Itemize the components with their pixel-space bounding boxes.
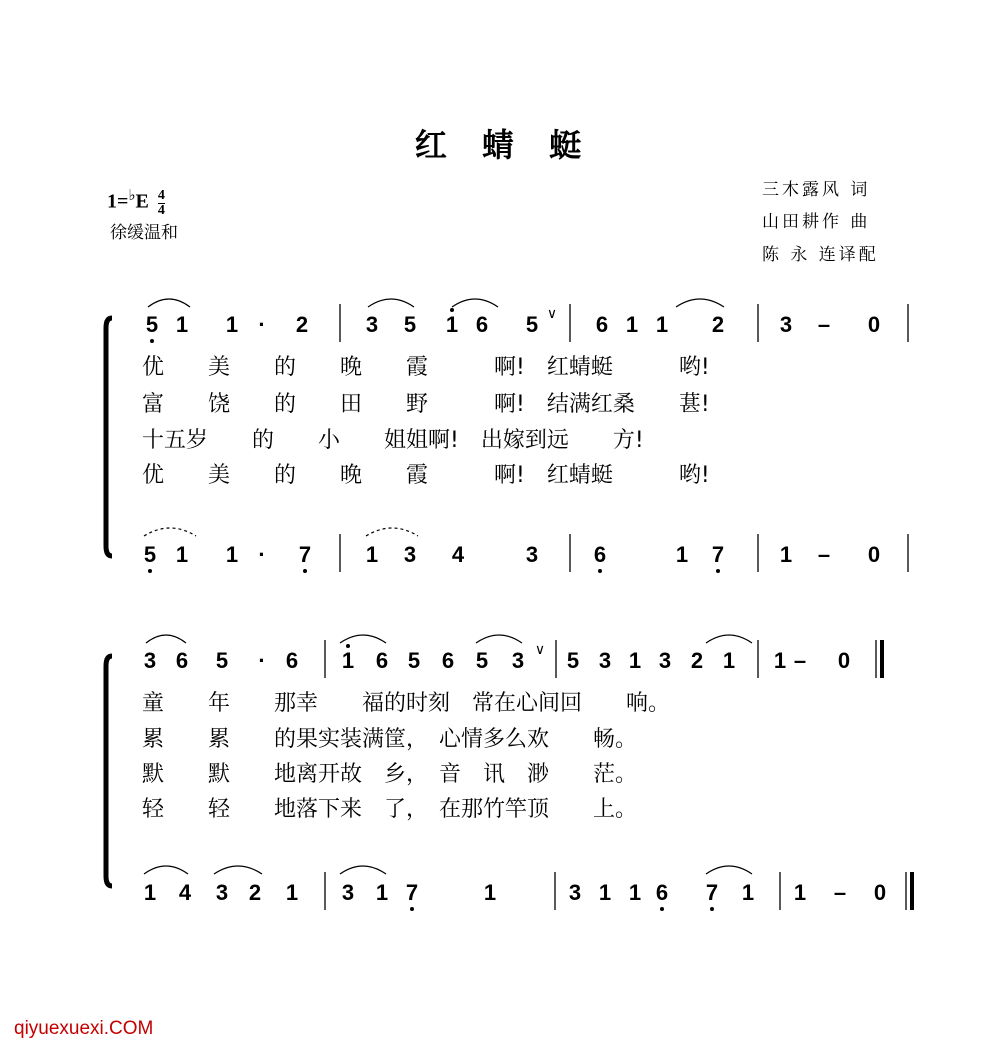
system-1-bass-slur (144, 528, 196, 536)
system-1-melody-note: 6 (595, 312, 609, 337)
system-2-bass-slur (340, 866, 386, 874)
system-1-melody-note: 5 (145, 312, 159, 337)
system-1-bass-note: 5 (143, 542, 157, 567)
system-2-bass-note: 3 (341, 880, 355, 905)
system-1-bass-note: – (817, 542, 831, 567)
system-1-melody-note: 3 (779, 312, 793, 337)
system-1-bass-note: 3 (403, 542, 417, 567)
system-2-bass-note: 1 (741, 880, 755, 905)
system-2-bass-slur (144, 866, 188, 874)
system-1-bass-note: 1 (175, 542, 189, 567)
system-2-melody-slur (340, 635, 386, 643)
key-letter: E (135, 190, 149, 213)
credit-lyricist: 三木露风 词 (762, 180, 871, 200)
system-2-melody-note: 2 (690, 648, 704, 673)
system-1-melody-slur (452, 299, 498, 307)
system-2-bass-note: – (833, 880, 847, 905)
system-2-bass-note: 1 (483, 880, 497, 905)
system-2-bass-slur (214, 866, 262, 874)
system-2-bass-octave-dot-below (410, 907, 414, 911)
system-2-melody-note: 1 (722, 648, 736, 673)
system-1-bass-octave-dot-below (148, 569, 152, 573)
system-2-bass-note: 1 (598, 880, 612, 905)
system-2-melody-note: 3 (658, 648, 672, 673)
system-1-lyric-verse-1: 优 美 的 晚 霞 啊! 红蜻蜓 哟! (142, 355, 710, 380)
system-2-bass-note: 3 (215, 880, 229, 905)
key-prefix: 1= (107, 190, 129, 213)
system-2-melody-note: – (793, 648, 807, 673)
system-2-bass-note: 4 (178, 880, 192, 905)
system-2-melody-slur (146, 635, 186, 643)
system-1-melody-note: 1 (225, 312, 239, 337)
flat-symbol: ♭ (128, 188, 136, 204)
system-2-melody-note: 6 (175, 648, 189, 673)
system-1-melody-slur (368, 299, 414, 307)
system-2-lyric-verse-3: 默 默 地离开故 乡， 音 讯 渺 茫。 (142, 762, 638, 787)
system-2-bass-note: 2 (248, 880, 262, 905)
system-1-bass-note: · (258, 542, 266, 567)
system-2-melody-note: 5 (215, 648, 229, 673)
system-1-bass-note: 6 (593, 542, 607, 567)
system-2-bass-note: 1 (143, 880, 157, 905)
system-2-lyric-verse-1: 童 年 那幸 福的时刻 常在心间回 响。 (142, 691, 671, 716)
system-2-bass-octave-dot-below (710, 907, 714, 911)
system-2-melody-note: 3 (143, 648, 157, 673)
system-1-bass-octave-dot-below (716, 569, 720, 573)
system-1-melody-note: 1 (655, 312, 669, 337)
system-2-melody-note: 5 (407, 648, 421, 673)
system-2-bass-note: 1 (628, 880, 642, 905)
credit-translator: 陈 永 连译配 (762, 245, 879, 265)
system-2-melody-note: 6 (375, 648, 389, 673)
system-2-bass-note: 0 (873, 880, 887, 905)
system-1-melody-note: 1 (625, 312, 639, 337)
system-1-melody-note: 5 (403, 312, 417, 337)
system-1-melody-note: 0 (867, 312, 881, 337)
tempo-marking: 徐缓温和 (110, 223, 178, 243)
system-1-melody-note: 3 (365, 312, 379, 337)
system-1-melody-note: 2 (295, 312, 309, 337)
system-2-melody-note: 1 (628, 648, 642, 673)
system-2-melody-note: 6 (441, 648, 455, 673)
system-2-melody-note: 6 (285, 648, 299, 673)
song-title: 红 蜻 蜓 (414, 126, 594, 164)
system-2-melody-note: · (258, 648, 266, 673)
system-1-bass-note: 3 (525, 542, 539, 567)
credit-composer: 山田耕作 曲 (762, 212, 871, 232)
system-1-melody-octave-dot-below (150, 339, 154, 343)
system-2-melody-note: 3 (511, 648, 525, 673)
system-1-melody-breath-mark: ∨ (546, 305, 558, 321)
system-2-lyric-verse-4: 轻 轻 地落下来 了， 在那竹竿顶 上。 (142, 797, 638, 822)
system-2-melody-note: 3 (598, 648, 612, 673)
system-1-bass-note: 4 (451, 542, 465, 567)
system-2-bass-note: 3 (568, 880, 582, 905)
site-watermark: qiyuexuexi.COM (14, 1018, 154, 1039)
system-2-lyric-verse-2: 累 累 的果实装满筐， 心情多么欢 畅。 (142, 727, 638, 752)
system-1-melody-note: 2 (711, 312, 725, 337)
time-top: 4 (157, 187, 165, 203)
system-2-bass-note: 7 (705, 880, 719, 905)
system-1-melody-slur (148, 299, 190, 307)
system-1-melody-note: 6 (475, 312, 489, 337)
system-2-melody-note: 0 (837, 648, 851, 673)
system-1-bass-note: 7 (711, 542, 725, 567)
system-1-melody-note: 1 (445, 312, 459, 337)
system-2-bass-note: 1 (375, 880, 389, 905)
system-2-melody-slur (476, 635, 522, 643)
system-1-lyric-verse-2: 富 饶 的 田 野 啊! 结满红桑 葚! (142, 392, 710, 417)
system-1-bass-note: 1 (225, 542, 239, 567)
system-1-bass-note: 1 (779, 542, 793, 567)
system-1-bass-note: 0 (867, 542, 881, 567)
system-1-lyric-verse-3: 十五岁 的 小 姐姐啊! 出嫁到远 方! (142, 428, 644, 453)
system-2-bass-octave-dot-below (660, 907, 664, 911)
system-1-bass-note: 7 (298, 542, 312, 567)
system-2-bass-note: 1 (285, 880, 299, 905)
system-2-melody-note: 1 (341, 648, 355, 673)
system-2-melody-note: 5 (566, 648, 580, 673)
system-1-melody-note: 1 (175, 312, 189, 337)
system-2-bass-note: 6 (655, 880, 669, 905)
time-bottom: 4 (157, 202, 165, 218)
system-2-melody-note: 1 (773, 648, 787, 673)
system-1-bass-octave-dot-below (303, 569, 307, 573)
system-1-bass-note: 1 (365, 542, 379, 567)
system-2-bass-slur (706, 866, 752, 874)
system-2-melody-octave-dot-above (346, 644, 350, 648)
system-1-melody-note: – (817, 312, 831, 337)
system-1-lyric-verse-4: 优 美 的 晚 霞 啊! 红蜻蜓 哟! (142, 463, 710, 488)
system-2-melody-slur (706, 635, 752, 643)
system-1-bass-slur (366, 528, 418, 536)
system-2-bass-note: 7 (405, 880, 419, 905)
system-1-bass-octave-dot-below (598, 569, 602, 573)
system-1-melody-octave-dot-above (450, 308, 454, 312)
system-2-bass-note: 1 (793, 880, 807, 905)
system-1-melody-slur (676, 299, 724, 307)
system-1-melody-note: 5 (525, 312, 539, 337)
system-1-melody-note: · (258, 312, 266, 337)
system-2-melody-breath-mark: ∨ (534, 641, 546, 657)
system-1-bass-note: 1 (675, 542, 689, 567)
system-2-melody-note: 5 (475, 648, 489, 673)
